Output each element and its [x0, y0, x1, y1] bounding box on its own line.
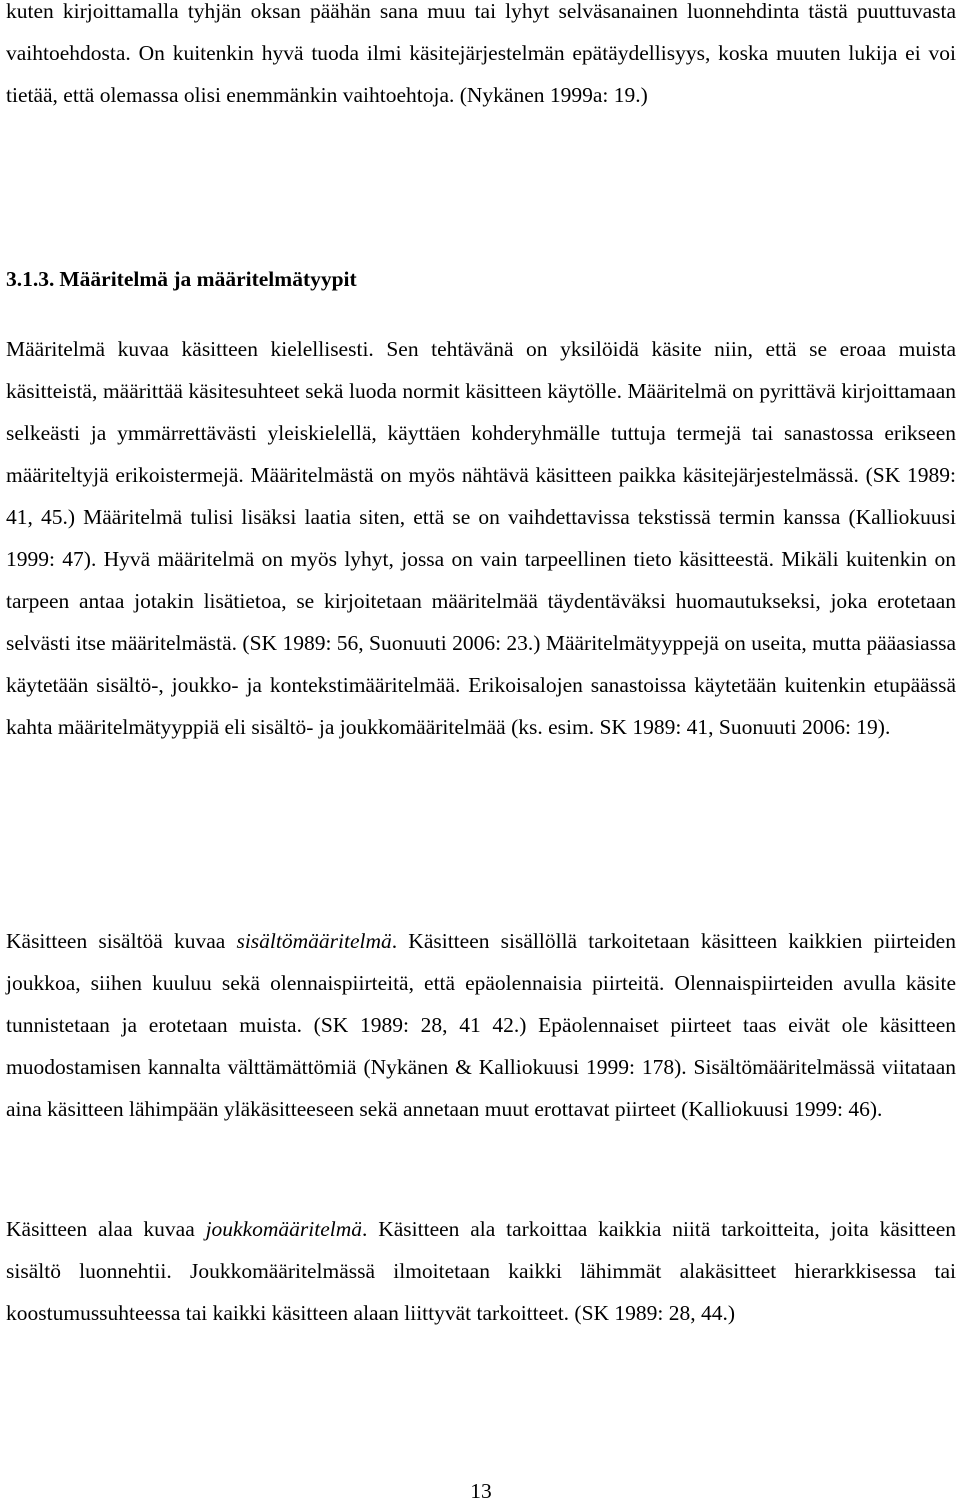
- section-title: Määritelmä ja määritelmätyypit: [59, 267, 357, 291]
- paragraph-extension: [6, 1208, 956, 1334]
- paragraph-intension-after: . Käsitteen sisällöllä tarkoitetaan käsitteen kaikkien piirteiden joukkoa, siihen kuuluu sekä olennaispiirteitä, että epäolennaisia piirteitä. Olennaispiirteiden avulla käsite tunnistetaan ja erotetaan muista. (SK 1989: 28, 41 42.) Epäolennaiset piirteet taas eivät ole käsitteen muodostamisen kannalta välttämättömiä (Nykänen & Kalliokuusi 1999: 178). Sisältömääritelmässä viitataan aina käsitteen lähimpään yläkäsitteeseen sekä annetaan muut erottavat piirteet (Kalliokuusi 1999: 46).: [6, 929, 956, 1121]
- page-number: 13: [470, 1479, 492, 1503]
- intro-paragraph: [6, 0, 956, 116]
- document-page: [6, 0, 956, 1503]
- paragraph-intension-before: Käsitteen sisältöä kuvaa: [6, 929, 237, 953]
- paragraph-extension-before: Käsitteen alaa kuvaa: [6, 1217, 206, 1241]
- term-extensional-definition: joukkomääritelmä: [205, 1217, 363, 1241]
- paragraph-extension-after: . Käsitteen ala tarkoittaa kaikkia niitä tarkoitteita, joita käsitteen sisältö luonnehtii. Joukkomääritelmässä ilmoitetaan kaikki lähimmät alakäsitteet hierarkkisessa tai koostumussuhteessa tai kaikki käsitteen alaan liittyvät tarkoitteet. (SK 1989: 28, 44.): [6, 1217, 956, 1325]
- intro-text: kuten kirjoittamalla tyhjän oksan päähän sana muu tai lyhyt selväsanainen luonnehdinta tästä puuttuvasta vaihtoehdosta. On kuitenkin hyvä tuoda ilmi käsitejärjestelmän epätäydellisyys, koska muuten lukija ei voi tietää, että olemassa olisi enemmänkin vaihtoehtoja. (Nykänen 1999a: 19.): [6, 0, 956, 107]
- section-heading: [6, 258, 357, 300]
- paragraph-definition-text: Määritelmä kuvaa käsitteen kielellisesti. Sen tehtävänä on yksilöidä käsite niin, että se eroaa muista käsitteistä, määrittää käsitesuhteet sekä luoda normit käsitteen käytölle. Määritelmä on pyrittävä kirjoittamaan selkeästi ja ymmärrettävästi yleiskielellä, käyttäen kohderyhmälle tuttuja termejä tai sanastossa erikseen määriteltyjä erikoistermejä. Määritelmästä on myös nähtävä käsitteen paikka käsitejärjestelmässä. (SK 1989: 41, 45.) Määritelmä tulisi lisäksi laatia siten, että se on vaihdettavissa tekstissä termin kanssa (Kalliokuusi 1999: 47). Hyvä määritelmä on myös lyhyt, jossa on vain tarpeellinen tieto käsitteestä. Mikäli kuitenkin on tarpeen antaa jotakin lisätietoa, se kirjoitetaan määritelmää täydentäväksi huomautukseksi, joka erotetaan selvästi itse määritelmästä. (SK 1989: 56, Suonuuti 2006: 23.) Määritelmätyyppejä on useita, mutta pääasiassa käytetään sisältö-, joukko- ja kontekstimääritelmää. Erikoisalojen sanastoissa käytetään kuitenkin etupäässä kahta määritelmätyyppiä eli sisältö- ja joukkomääritelmää (ks. esim. SK 1989: 41, Suonuuti 2006: 19).: [6, 337, 956, 739]
- paragraph-definition: [6, 328, 956, 748]
- term-intensional-definition: sisältömääritelmä: [236, 929, 392, 953]
- section-number: 3.1.3.: [6, 267, 55, 291]
- paragraph-intension: [6, 920, 956, 1130]
